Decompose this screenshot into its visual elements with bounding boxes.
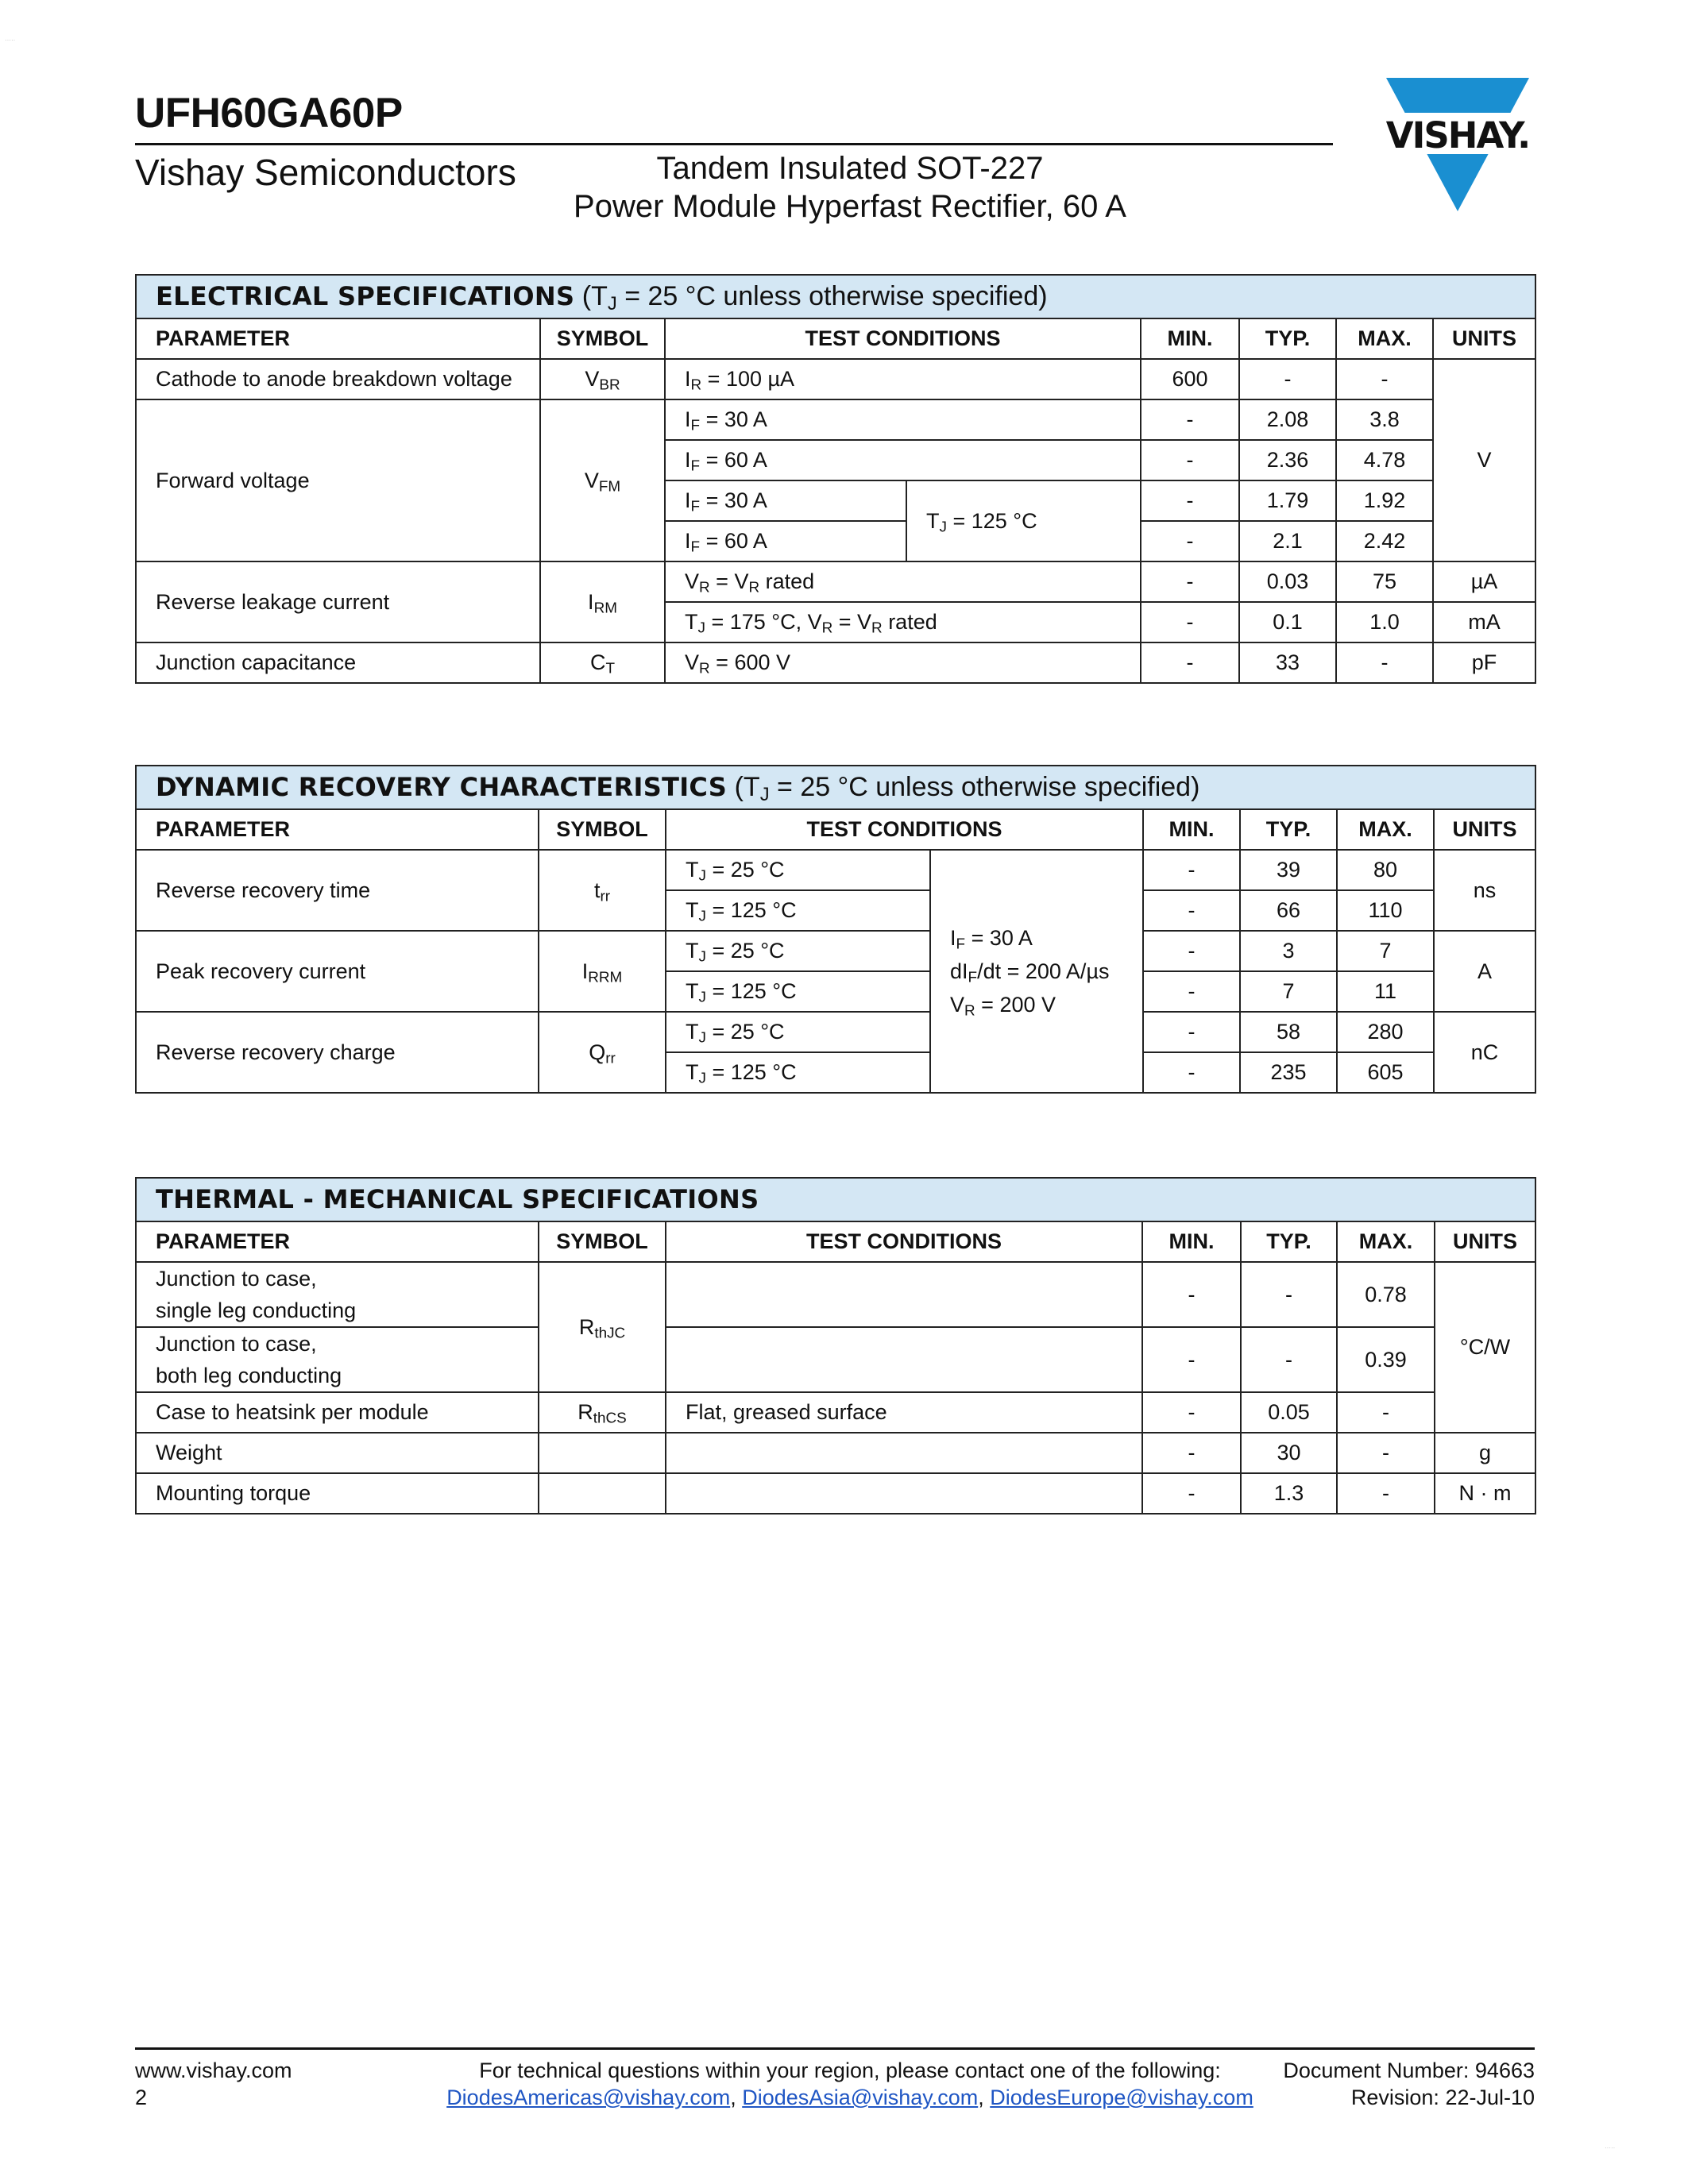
- email-link-europe[interactable]: DiodesEurope@vishay.com: [990, 2086, 1253, 2109]
- document-subtitle: [548, 149, 1152, 226]
- email-separator: ,: [978, 2086, 991, 2109]
- table-title: ELECTRICAL SPECIFICATIONS ($T_J = 25$ °C unless otherwise specified): [136, 275, 1535, 318]
- test-condition-temperature-cell: $T_J = 125$ °C: [906, 480, 1141, 561]
- typ-cell: 58: [1240, 1012, 1337, 1052]
- email-link-asia[interactable]: DiodesAsia@vishay.com: [742, 2086, 979, 2109]
- col-header-test-conditions: TEST CONDITIONS: [666, 1221, 1142, 1262]
- symbol-cell: $V_{FM}$: [540, 399, 665, 561]
- test-condition-cell: $T_J = 125$ °C: [666, 1052, 930, 1093]
- test-condition-cell: $V_R = V_R$ rated: [665, 561, 1141, 602]
- corner-watermark: ·····: [5, 37, 16, 44]
- typ-cell: 3: [1240, 931, 1337, 971]
- symbol-cell: $C_T$: [540, 642, 665, 683]
- typ-cell: 0.1: [1239, 602, 1336, 642]
- subtitle-line-2: Power Module Hyperfast Rectifier, 60 A: [574, 189, 1126, 224]
- test-condition-cell: [666, 1327, 1142, 1392]
- max-cell: 11: [1337, 971, 1434, 1012]
- col-header-test-conditions: TEST CONDITIONS: [666, 809, 1143, 850]
- table-row: [136, 931, 1535, 971]
- test-condition-cell: [666, 1433, 1142, 1473]
- col-header-symbol: SYMBOL: [539, 809, 666, 850]
- min-cell: -: [1143, 890, 1240, 931]
- typ-cell: 33: [1239, 642, 1336, 683]
- parameter-line-1: Junction to case,: [156, 1332, 317, 1356]
- test-condition-cell: [666, 1262, 1142, 1327]
- table-row: [136, 1392, 1535, 1433]
- test-condition-cell: $V_R = 600$ V: [665, 642, 1141, 683]
- max-cell: 280: [1337, 1012, 1434, 1052]
- test-condition-cell: $T_J = 175$ °C, $V_R = V_R$ rated: [665, 602, 1141, 642]
- parameter-line-1: Junction to case,: [156, 1267, 317, 1291]
- min-cell: -: [1141, 399, 1239, 440]
- test-condition-cell: $T_J = 125$ °C: [666, 890, 930, 931]
- test-condition-cell: $I_F = 60$ A: [665, 440, 1141, 480]
- table-title-row: [136, 766, 1535, 809]
- symbol-cell: $Q_{rr}$: [539, 1012, 666, 1093]
- symbol-cell: [539, 1433, 666, 1473]
- min-cell: 600: [1141, 359, 1239, 399]
- max-cell: -: [1336, 642, 1433, 683]
- min-cell: -: [1143, 931, 1240, 971]
- col-header-min: MIN.: [1141, 318, 1239, 359]
- thermal-mechanical-table: [135, 1177, 1536, 1515]
- max-cell: 80: [1337, 850, 1434, 890]
- max-cell: -: [1337, 1433, 1435, 1473]
- typ-cell: 1.79: [1239, 480, 1336, 521]
- table-title-row: [136, 1178, 1535, 1221]
- email-link-americas[interactable]: DiodesAmericas@vishay.com: [446, 2086, 731, 2109]
- contact-emails: [413, 2084, 1287, 2111]
- symbol-cell: $R_{thCS}$: [539, 1392, 666, 1433]
- test-condition-cell: $T_J = 25$ °C: [666, 850, 930, 890]
- test-condition-cell: $I_F = 60$ A: [665, 521, 906, 561]
- col-header-parameter: PARAMETER: [136, 1221, 539, 1262]
- parameter-cell: Case to heatsink per module: [136, 1392, 539, 1433]
- max-cell: 4.78: [1336, 440, 1433, 480]
- col-header-typ: TYP.: [1240, 809, 1337, 850]
- min-cell: -: [1141, 440, 1239, 480]
- max-cell: 0.78: [1337, 1262, 1435, 1327]
- min-cell: -: [1143, 1052, 1240, 1093]
- footer-right: [1239, 2057, 1535, 2111]
- col-header-units: UNITS: [1435, 1221, 1535, 1262]
- symbol-cell: $V_{BR}$: [540, 359, 665, 399]
- table-row: [136, 561, 1535, 602]
- max-cell: 1.0: [1336, 602, 1433, 642]
- table-header-row: [136, 809, 1535, 850]
- part-number: UFH60GA60P: [135, 90, 403, 137]
- test-condition-cell: $I_R = 100$ µA: [665, 359, 1141, 399]
- test-condition-cell: $T_J = 25$ °C: [666, 931, 930, 971]
- typ-cell: 30: [1241, 1433, 1337, 1473]
- min-cell: -: [1142, 1473, 1241, 1514]
- max-cell: 0.39: [1337, 1327, 1435, 1392]
- table-row: [136, 850, 1535, 890]
- col-header-parameter: PARAMETER: [136, 318, 540, 359]
- table-row: [136, 359, 1535, 399]
- parameter-cell: Reverse recovery time: [136, 850, 539, 931]
- col-header-max: MAX.: [1337, 809, 1434, 850]
- col-header-max: MAX.: [1337, 1221, 1435, 1262]
- parameter-cell: Mounting torque: [136, 1473, 539, 1514]
- test-condition-cell: $T_J = 125$ °C: [666, 971, 930, 1012]
- units-cell: A: [1434, 931, 1535, 1012]
- max-cell: -: [1336, 359, 1433, 399]
- col-header-units: UNITS: [1433, 318, 1535, 359]
- typ-cell: 7: [1240, 971, 1337, 1012]
- units-cell: pF: [1433, 642, 1535, 683]
- parameter-cell: Reverse recovery charge: [136, 1012, 539, 1093]
- document-number: Document Number: 94663: [1283, 2059, 1535, 2082]
- shared-condition-current: $I_F = 30$ A: [950, 926, 1033, 953]
- symbol-cell: $R_{thJC}$: [539, 1262, 666, 1392]
- table-row: [136, 399, 1535, 440]
- shared-condition-didt: $dI_F/dt = 200$ A/µs: [950, 959, 1110, 986]
- table-row: [136, 1012, 1535, 1052]
- dynamic-recovery-table: [135, 765, 1536, 1094]
- table-row: [136, 1473, 1535, 1514]
- email-separator: ,: [730, 2086, 743, 2109]
- col-header-units: UNITS: [1434, 809, 1535, 850]
- parameter-cell: Forward voltage: [136, 399, 540, 561]
- typ-cell: 0.03: [1239, 561, 1336, 602]
- units-cell: nC: [1434, 1012, 1535, 1093]
- symbol-cell: $t_{rr}$: [539, 850, 666, 931]
- table-header-row: [136, 1221, 1535, 1262]
- symbol-cell: $I_{RM}$: [540, 561, 665, 642]
- min-cell: -: [1141, 642, 1239, 683]
- typ-cell: 235: [1240, 1052, 1337, 1093]
- units-cell: °C/W: [1435, 1262, 1535, 1433]
- table-title: THERMAL - MECHANICAL SPECIFICATIONS: [136, 1178, 1535, 1221]
- max-cell: 75: [1336, 561, 1433, 602]
- table-row: [136, 642, 1535, 683]
- max-cell: -: [1337, 1473, 1435, 1514]
- test-condition-cell: $T_J = 25$ °C: [666, 1012, 930, 1052]
- typ-cell: 1.3: [1241, 1473, 1337, 1514]
- table-title: DYNAMIC RECOVERY CHARACTERISTICS ($T_J = 25$ °C unless otherwise specified): [136, 766, 1535, 809]
- footer-contact: [413, 2057, 1287, 2111]
- col-header-test-conditions: TEST CONDITIONS: [665, 318, 1141, 359]
- typ-cell: 39: [1240, 850, 1337, 890]
- test-condition-cell: [666, 1473, 1142, 1514]
- symbol-cell: [539, 1473, 666, 1514]
- parameter-cell: [136, 1262, 539, 1327]
- logo-text: VISHAY.: [1385, 114, 1530, 156]
- units-cell: N · m: [1435, 1473, 1535, 1514]
- table-row: [136, 1433, 1535, 1473]
- parameter-cell: Junction capacitance: [136, 642, 540, 683]
- min-cell: -: [1142, 1392, 1241, 1433]
- shared-test-conditions-cell: [930, 850, 1143, 1093]
- test-condition-cell: $I_F = 30$ A: [665, 399, 1141, 440]
- min-cell: -: [1141, 480, 1239, 521]
- min-cell: -: [1143, 971, 1240, 1012]
- table-title-row: [136, 275, 1535, 318]
- typ-cell: 66: [1240, 890, 1337, 931]
- typ-cell: 0.05: [1241, 1392, 1337, 1433]
- min-cell: -: [1142, 1433, 1241, 1473]
- max-cell: -: [1337, 1392, 1435, 1433]
- typ-cell: -: [1241, 1327, 1337, 1392]
- units-cell: mA: [1433, 602, 1535, 642]
- parameter-cell: [136, 1327, 539, 1392]
- min-cell: -: [1141, 561, 1239, 602]
- col-header-typ: TYP.: [1241, 1221, 1337, 1262]
- test-condition-cell: Flat, greased surface: [666, 1392, 1142, 1433]
- max-cell: 1.92: [1336, 480, 1433, 521]
- typ-cell: -: [1241, 1262, 1337, 1327]
- typ-cell: -: [1239, 359, 1336, 399]
- revision-date: Revision: 22-Jul-10: [1350, 2086, 1535, 2109]
- units-cell: g: [1435, 1433, 1535, 1473]
- col-header-min: MIN.: [1142, 1221, 1241, 1262]
- min-cell: -: [1143, 1012, 1240, 1052]
- footer-website-link[interactable]: www.vishay.com: [135, 2059, 292, 2082]
- parameter-cell: Cathode to anode breakdown voltage: [136, 359, 540, 399]
- test-condition-cell: $I_F = 30$ A: [665, 480, 906, 521]
- min-cell: -: [1141, 602, 1239, 642]
- electrical-specifications-table: [135, 274, 1536, 684]
- table-row: [136, 1262, 1535, 1327]
- col-header-parameter: PARAMETER: [136, 809, 539, 850]
- footer-left: [135, 2057, 292, 2111]
- typ-cell: 2.08: [1239, 399, 1336, 440]
- units-cell: ns: [1434, 850, 1535, 931]
- max-cell: 110: [1337, 890, 1434, 931]
- max-cell: 7: [1337, 931, 1434, 971]
- max-cell: 2.42: [1336, 521, 1433, 561]
- table-row: [136, 1327, 1535, 1392]
- parameter-cell: Weight: [136, 1433, 539, 1473]
- subtitle-line-1: Tandem Insulated SOT-227: [656, 151, 1044, 186]
- symbol-cell: $I_{RRM}$: [539, 931, 666, 1012]
- min-cell: -: [1143, 850, 1240, 890]
- contact-text: For technical questions within your region, please contact one of the following:: [479, 2059, 1221, 2082]
- min-cell: -: [1142, 1262, 1241, 1327]
- col-header-min: MIN.: [1143, 809, 1240, 850]
- max-cell: 3.8: [1336, 399, 1433, 440]
- col-header-typ: TYP.: [1239, 318, 1336, 359]
- parameter-line-2: single leg conducting: [156, 1298, 357, 1322]
- corner-watermark: ·····: [1605, 2144, 1616, 2151]
- company-name: Vishay Semiconductors: [135, 152, 516, 193]
- vishay-logo: [1378, 78, 1537, 213]
- typ-cell: 2.1: [1239, 521, 1336, 561]
- col-header-max: MAX.: [1336, 318, 1433, 359]
- page-number: 2: [135, 2086, 148, 2109]
- parameter-cell: Reverse leakage current: [136, 561, 540, 642]
- typ-cell: 2.36: [1239, 440, 1336, 480]
- units-cell: V: [1433, 359, 1535, 561]
- parameter-line-2: both leg conducting: [156, 1364, 342, 1387]
- parameter-cell: Peak recovery current: [136, 931, 539, 1012]
- shared-condition-voltage: $V_R = 200$ V: [950, 993, 1056, 1020]
- col-header-symbol: SYMBOL: [539, 1221, 666, 1262]
- max-cell: 605: [1337, 1052, 1434, 1093]
- header-rule: [135, 143, 1333, 145]
- table-header-row: [136, 318, 1535, 359]
- min-cell: -: [1141, 521, 1239, 561]
- col-header-symbol: SYMBOL: [540, 318, 665, 359]
- units-cell: µA: [1433, 561, 1535, 602]
- footer-rule: [135, 2047, 1535, 2050]
- min-cell: -: [1142, 1327, 1241, 1392]
